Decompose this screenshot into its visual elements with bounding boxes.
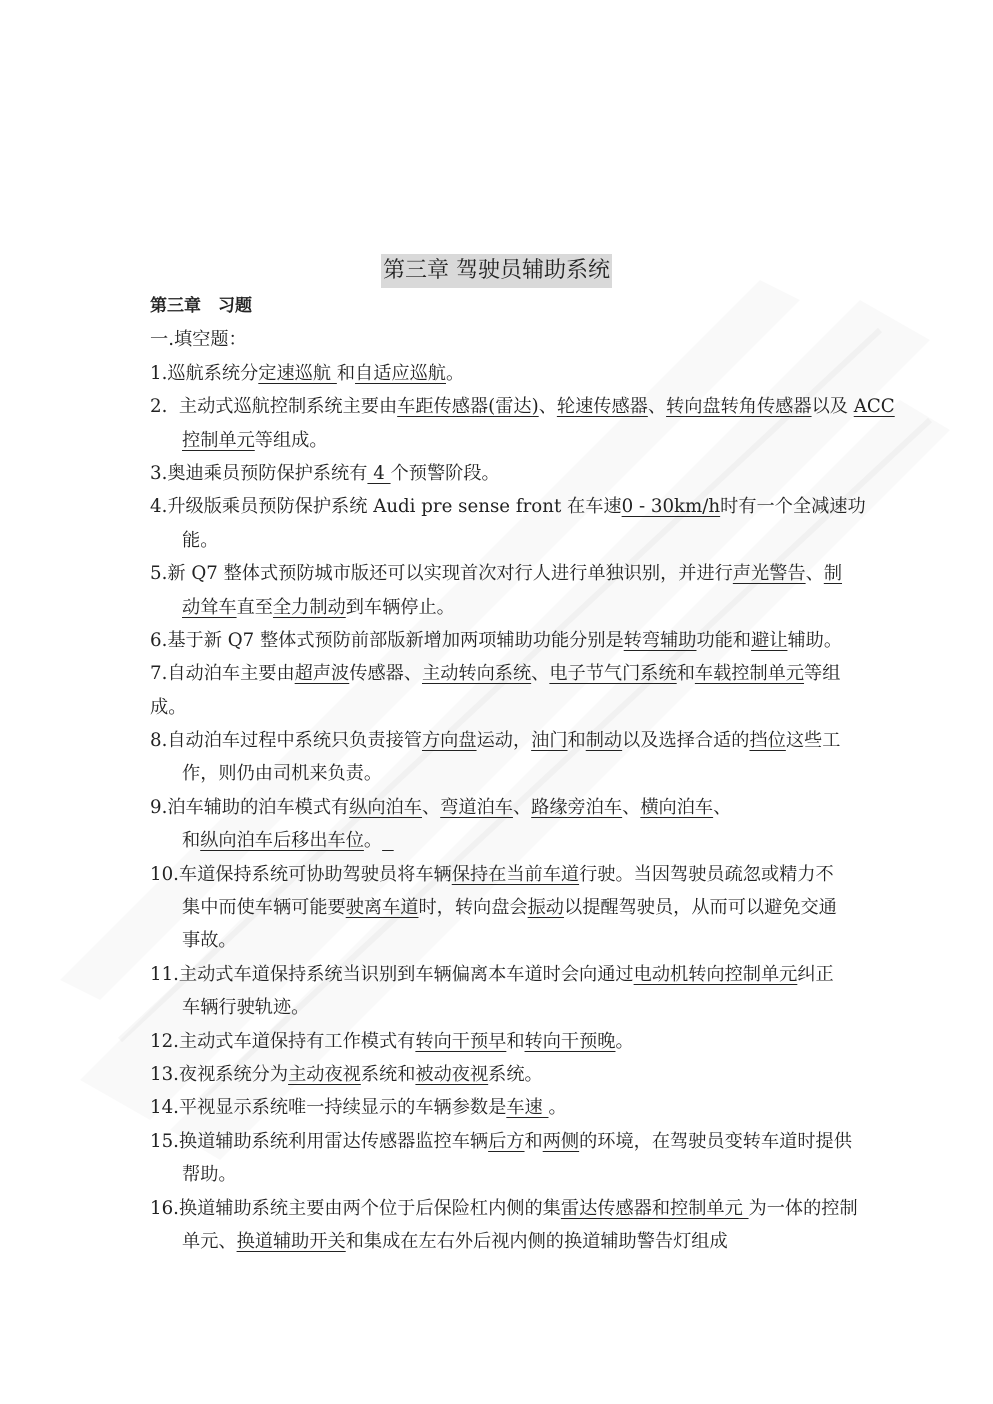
- answer-blank: 主动转向系统: [422, 663, 532, 685]
- answer-blank: 控制单元: [182, 429, 255, 451]
- answer-blank: 避让: [751, 629, 788, 651]
- question-text: 纠正: [797, 963, 834, 985]
- question-16-line: [150, 1192, 870, 1225]
- answer-blank: 全力制动: [272, 596, 346, 618]
- question-text: 。: [548, 1097, 567, 1119]
- answer-blank: 横向泊车: [640, 796, 714, 818]
- question-text: 。: [446, 362, 465, 384]
- answer-blank: 两侧: [542, 1130, 580, 1152]
- part-heading: 一.填空题：: [150, 329, 247, 351]
- question-text: 。: [615, 1030, 634, 1052]
- answer-blank: 动耸车: [182, 596, 237, 618]
- answer-blank: 电动机转向控制单元: [633, 963, 798, 985]
- answer-blank: 路缘旁泊车: [531, 796, 623, 818]
- question-15-line: [150, 1125, 870, 1158]
- question-text: 、: [647, 396, 667, 418]
- answer-blank: 转弯辅助: [623, 629, 697, 651]
- question-text: 、: [805, 563, 824, 585]
- question-text: 14.平视显示系统唯一持续显示的车辆参数是: [150, 1097, 507, 1119]
- question-text: 系统。: [488, 1063, 543, 1085]
- question-text: 以提醒驾驶员，从而可以避免交通: [564, 897, 837, 919]
- section-heading: 第三章 习题: [150, 296, 252, 316]
- question-16-line: [150, 1225, 870, 1258]
- question-text: 这些工: [785, 730, 841, 752]
- answer-blank: ACC: [853, 396, 895, 418]
- question-text: 11.主动式车道保持系统当识别到车辆偏离本车道时会向通过: [150, 963, 634, 985]
- question-5-line: [150, 557, 870, 590]
- question-text: 、: [531, 663, 550, 685]
- question-text: 辅助。: [787, 629, 843, 651]
- chapter-title-text: 第三章 驾驶员辅助系统: [381, 254, 612, 288]
- question-text: 和: [524, 1130, 543, 1152]
- question-7-line: [150, 691, 870, 724]
- answer-blank: 轮速传感器: [556, 396, 648, 418]
- answer-blank: 转向干预晚: [524, 1030, 616, 1052]
- answer-blank: 弯道泊车: [440, 796, 513, 818]
- question-text: 16.换道辅助系统主要由两个位于后保险杠内侧的集: [150, 1197, 561, 1219]
- answer-blank: 方向盘: [421, 730, 477, 752]
- question-10-line: [150, 858, 870, 891]
- answer-blank: 车速: [506, 1097, 549, 1119]
- question-text: 和: [506, 1030, 525, 1052]
- question-text: 作，则仍由司机来负责。: [182, 763, 383, 785]
- question-text: 传感器、: [349, 663, 423, 685]
- question-text: 集中而使车辆可能要: [182, 897, 346, 919]
- question-11-line: [150, 958, 870, 991]
- question-text: 行驶。当因驾驶员疏忽或精力不: [579, 863, 834, 885]
- question-7-line: [150, 657, 870, 690]
- answer-blank: 定速巡航: [258, 362, 337, 384]
- question-text: 、: [512, 796, 532, 818]
- question-text: 4.升级版乘员预防保护系统 Audi pre sense front 在车速: [150, 496, 622, 518]
- question-4-line: [150, 490, 870, 523]
- question-text: 等组: [804, 663, 841, 685]
- question-text: 15.换道辅助系统利用雷达传感器监控车辆: [150, 1130, 489, 1152]
- answer-blank: 被动夜视: [415, 1063, 489, 1085]
- question-8-line: [150, 757, 870, 790]
- question-text: 8.自动泊车过程中系统只负责接管: [150, 730, 422, 752]
- question-text: 等组成。: [254, 429, 328, 451]
- answer-blank: 车载控制单元: [694, 663, 805, 685]
- chapter-title: [0, 254, 993, 288]
- answer-blank: 纵向泊车: [349, 796, 422, 818]
- question-text: 7.自动泊车主要由: [150, 663, 295, 685]
- question-3-line: [150, 457, 870, 490]
- answer-blank: 油门: [531, 730, 568, 752]
- question-text: 5.新 Q7 整体式预防城市版还可以实现首次对行人进行单独识别，并进行: [150, 563, 733, 585]
- question-text: 、: [538, 396, 557, 418]
- question-text: 1.巡航系统分: [150, 362, 259, 384]
- answer-blank: 声光警告: [732, 563, 806, 585]
- question-text: 个预警阶段。: [390, 462, 500, 484]
- question-8-line: [150, 724, 870, 757]
- question-text: 3.奥迪乘员预防保护系统有: [150, 462, 368, 484]
- question-text: 以及: [811, 396, 854, 418]
- question-text: 直至: [236, 596, 273, 618]
- question-text: 和: [676, 663, 695, 685]
- question-14-line: [150, 1091, 870, 1124]
- answer-blank: 主动夜视: [288, 1063, 361, 1085]
- question-text: 9.泊车辅助的泊车模式有: [150, 796, 350, 818]
- question-11-line: [150, 991, 870, 1024]
- question-text: 、: [622, 796, 641, 818]
- question-5-line: [150, 591, 870, 624]
- question-15-line: [150, 1158, 870, 1191]
- question-text: 和: [182, 830, 201, 852]
- question-2-line: [150, 424, 870, 457]
- question-text: 。: [363, 830, 383, 852]
- answer-blank: 0 - 30km/h: [621, 496, 721, 518]
- question-text: 帮助。: [182, 1164, 237, 1186]
- question-text: 12.主动式车道保持有工作模式有: [150, 1030, 416, 1052]
- answer-blank: 超声波: [294, 663, 350, 685]
- question-text: 成。: [150, 696, 187, 718]
- answer-blank: 转向盘转角传感器: [666, 396, 812, 418]
- answer-blank: 换道辅助开关: [236, 1230, 346, 1252]
- question-4-line: [150, 524, 870, 557]
- answer-blank: 雷达传感器和控制单元: [560, 1197, 749, 1219]
- question-1-line: [150, 357, 870, 390]
- question-text: 、: [422, 796, 441, 818]
- question-text: 2. 主动式巡航控制系统主要由: [150, 396, 398, 418]
- answer-blank: 挡位: [749, 730, 786, 752]
- question-text: 的环境，在驾驶员变转车道时提供: [579, 1130, 852, 1152]
- question-text: 功能和: [696, 629, 752, 651]
- question-text: 运动，: [476, 730, 532, 752]
- question-text: 到车辆停止。: [345, 596, 455, 618]
- answer-blank: 4: [367, 462, 391, 484]
- question-text: 和: [567, 730, 586, 752]
- question-text: 能。: [182, 529, 219, 551]
- answer-blank: 制动: [585, 730, 623, 752]
- answer-blank: 车距传感器(雷达): [397, 396, 539, 418]
- answer-blank: 电子节气门系统: [549, 663, 677, 685]
- answer-blank: 纵向泊车后移出车位: [200, 830, 364, 852]
- answer-blank: 制: [823, 563, 843, 585]
- answer-blank: 转向干预早: [415, 1030, 507, 1052]
- question-12-line: [150, 1025, 870, 1058]
- exercise-content: [150, 290, 895, 1258]
- question-2-line: [150, 390, 895, 423]
- question-text: 13.夜视系统分为: [150, 1063, 289, 1085]
- question-text: 以及选择合适的: [622, 730, 750, 752]
- question-text: 时有一个全减速功: [720, 496, 866, 518]
- question-10-line: [150, 891, 870, 924]
- question-text: 为一体的控制: [748, 1197, 858, 1219]
- answer-blank: [382, 830, 394, 851]
- question-text: 和集成在左右外后视内侧的换道辅助警告灯组成: [345, 1230, 728, 1252]
- answer-blank: 振动: [527, 897, 564, 919]
- question-13-line: [150, 1058, 870, 1091]
- question-9-line: [150, 824, 870, 857]
- question-text: 单元、: [182, 1230, 237, 1252]
- question-text: 和: [336, 362, 356, 384]
- question-text: 系统和: [360, 1063, 416, 1085]
- question-10-line: [150, 924, 870, 957]
- question-9-line: [150, 791, 870, 824]
- answer-blank: 自适应巡航: [355, 362, 446, 384]
- answer-blank: 保持在当前车道: [451, 863, 580, 885]
- question-text: 6.基于新 Q7 整体式预防前部版新增加两项辅助功能分别是: [150, 629, 624, 651]
- question-text: 事故。: [182, 930, 237, 952]
- question-6-line: [150, 624, 870, 657]
- question-text: 时，转向盘会: [418, 897, 528, 919]
- answer-blank: 驶离车道: [345, 897, 419, 919]
- question-text: 10.车道保持系统可协助驾驶员将车辆: [150, 863, 452, 885]
- answer-blank: 后方: [488, 1130, 525, 1152]
- question-text: 车辆行驶轨迹。: [182, 997, 310, 1019]
- question-text: 、: [713, 796, 732, 818]
